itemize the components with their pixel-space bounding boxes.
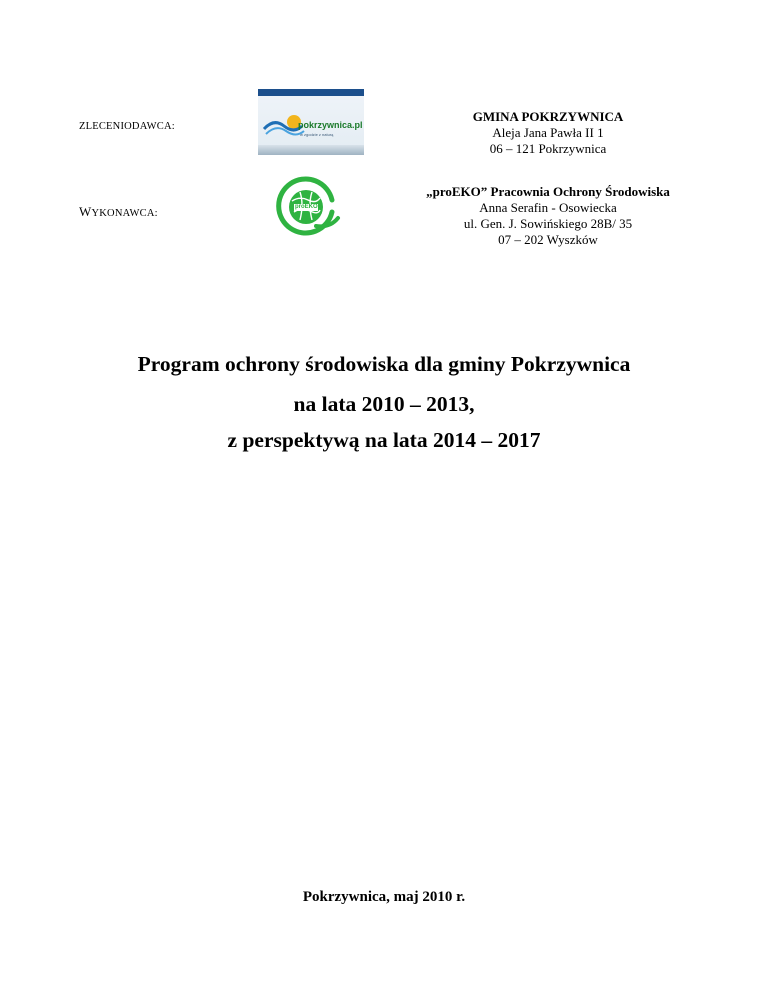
contractor-role-label: WYKONAWCA: — [79, 204, 158, 219]
document-title-line1: Program ochrony środowiska dla gminy Pokrzywnica — [137, 352, 631, 376]
client-info — [418, 109, 678, 157]
document-title-line2: na lata 2010 – 2013, — [293, 392, 475, 416]
pokrzywnica-logo — [258, 89, 364, 155]
client-address-line1: Aleja Jana Pawła II 1 — [492, 125, 604, 140]
contractor-street: ul. Gen. J. Sowińskiego 28B/ 35 — [463, 216, 633, 231]
contractor-person: Anna Serafin - Osowiecka — [479, 200, 617, 215]
place-date: Pokrzywnica, maj 2010 r. — [302, 889, 466, 905]
proeko-logo — [270, 174, 348, 244]
client-name: GMINA POKRZYWNICA — [472, 109, 624, 124]
pokrzywnica-logo-text: pokrzywnica.pl — [298, 120, 363, 130]
document-title-line3: z perspektywą na lata 2014 – 2017 — [227, 428, 541, 452]
proeko-logo-text: proEKO — [295, 204, 318, 210]
client-address-line2: 06 – 121 Pokrzywnica — [489, 141, 607, 156]
contractor-name: „proEKO” Pracownia Ochrony Środowiska — [426, 184, 670, 199]
contractor-city: 07 – 202 Wyszków — [498, 232, 598, 247]
pokrzywnica-logo-tagline: w zgodzie z naturą — [300, 132, 334, 137]
client-role-label: ZLECENIODAWCA: — [79, 121, 175, 132]
contractor-info — [393, 184, 703, 248]
